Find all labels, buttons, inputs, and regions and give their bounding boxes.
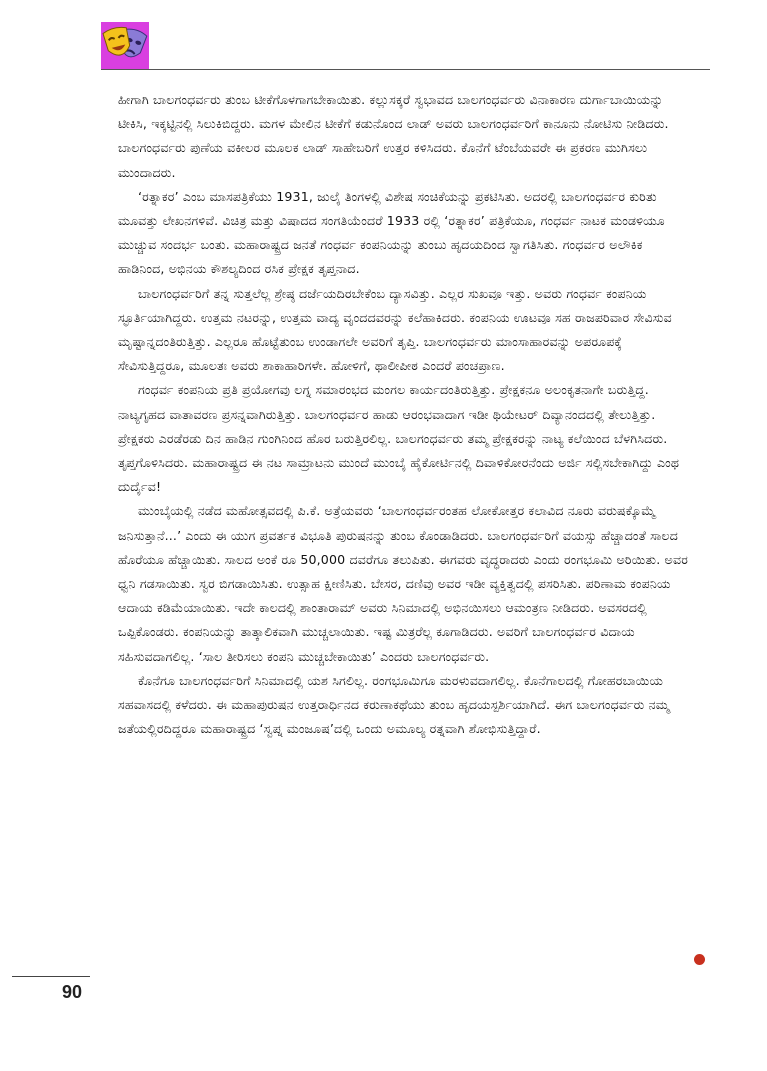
paragraph: ಬಾಲಗಂಧರ್ವರಿಗೆ ತನ್ನ ಸುತ್ತಲೆಲ್ಲ ಶ್ರೇಷ್ಠ ದರ್ಜೆಯದಿರಬೇಕೆಂಬ ದ್ಯಾಸವಿತ್ತು. ಎಲ್ಲರ ಸುಖವೂ ಇತ್ತು. ಅವರು ಗಂಧರ್ವ ಕಂಪನಿಯ ಸ್ಫೂರ್ತಿಯಾಗಿದ್ದರು. ಉತ್ತಮ ನಟರನ್ನು, ಉತ್ತಮ ವಾದ್ಯ ವೃಂದದವರನ್ನು ಕಲೆಹಾಕಿದರು. ಕಂಪನಿಯ ಊಟವೂ ಸಹ ರಾಜಪರಿವಾರ ಸೇವಿಸುವ ಮೃಷ್ಟಾನ್ನದಂತಿರುತ್ತಿತ್ತು. ಎಲ್ಲರೂ ಹೊಟ್ಟೆತುಂಬ ಉಂಡಾಗಲೇ ಅವರಿಗೆ ತೃಪ್ತಿ. ಬಾಲಗಂಧರ್ವರು ಮಾಂಸಾಹಾರವನ್ನು ಅಪರೂಪಕ್ಕೆ ಸೇವಿಸುತ್ತಿದ್ದರೂ, ಮೂಲತಃ ಅವರು ಶಾಕಾಹಾರಿಗಳೇ. ಹೋಳಿಗೆ, ಥಾಲೀಪೀಠ ಎಂದರೆ ಪಂಚಪ್ರಾಣ. (118, 285, 672, 374)
paragraph: ಹೀಗಾಗಿ ಬಾಲಗಂಧರ್ವರು ತುಂಬ ಟೀಕೆಗೊಳಗಾಗಬೇಕಾಯಿತು. ಕಲ್ಲುಸಕ್ಕರೆ ಸ್ವಭಾವದ ಬಾಲಗಂಧರ್ವರು ವಿನಾಕಾರಣ ದುರ್ಗಾಬಾಯಿಯನ್ನು ಟೀಕಿಸಿ, ಇಕ್ಕಟ್ಟಿನಲ್ಲಿ ಸಿಲುಕಿಬಿದ್ದರು. ಮಗಳ ಮೇಲಿನ ಟೀಕೆಗೆ ಕಡುನೊಂದ ಲಾಡ್ ಅವರು ಬಾಲಗಂಧರ್ವರಿಗೆ ಕಾನೂನು ನೋಟಿಸು ನೀಡಿದರು. ಬಾಲಗಂಧರ್ವರು ಪುಣೆಯ ವಕೀಲರ ಮೂಲಕ ಲಾಡ್ ಸಾಹೇಬರಿಗೆ ಉತ್ತರ ಕಳಿಸಿದರು. ಕೊನೆಗೆ ಟೆಂಬೆಯವರೇ ಈ ಪ್ರಕರಣ ಮುಗಿಸಲು ಮುಂದಾದರು. (118, 92, 669, 180)
paragraph: ಕೊನೆಗೂ ಬಾಲಗಂಧರ್ವರಿಗೆ ಸಿನಿಮಾದಲ್ಲಿ ಯಶ ಸಿಗಲಿಲ್ಲ. ರಂಗಭೂಮಿಗೂ ಮರಳುವದಾಗಲಿಲ್ಲ. ಕೊನೆಗಾಲದಲ್ಲಿ ಗೋಹರಬಾಯಿಯ ಸಹವಾಸದಲ್ಲಿ ಕಳೆದರು. ಈ ಮಹಾಪುರುಷನ ಉತ್ತರಾರ್ಧಿನದ ಕರುಣಾಕಥೆಯು ತುಂಬ ಹೃದಯಸ್ಪರ್ಶಿಯಾಗಿದೆ. ಈಗ ಬಾಲಗಂಧರ್ವರು ನಮ್ಮ ಜತೆಯಲ್ಲಿರದಿದ್ದರೂ ಮಹಾರಾಷ್ಟ್ರದ ‘ಸ್ವಪ್ನ ಮಂಜೂಷ’ದಲ್ಲಿ ಒಂದು ಅಮೂಲ್ಯ ರತ್ನವಾಗಿ ಶೋಭಿಸುತ್ತಿದ್ದಾರೆ. (118, 672, 670, 737)
page-number: 90 (62, 982, 83, 1002)
theatre-masks-icon (101, 22, 149, 70)
paragraph: ಮುಂಬೈಯಲ್ಲಿ ನಡೆದ ಮಹೋತ್ಸವದಲ್ಲಿ ಪಿ.ಕೆ. ಅತ್ರೆಯವರು ‘ಬಾಲಗಂಧರ್ವರಂತಹ ಲೋಕೋತ್ತರ ಕಲಾವಿದ ನೂರು ವರುಷಕ್ಕೊಮ್ಮೆ ಜನಿಸುತ್ತಾನೆ...’ ಎಂದು ಈ ಯುಗ ಪ್ರವರ್ತಕ ವಿಭೂತಿ ಪುರುಷನನ್ನು ತುಂಬ ಕೊಂಡಾಡಿದರು. ಬಾಲಗಂಧರ್ವರಿಗೆ ವಯಸ್ಸು ಹೆಚ್ಚಾದಂತೆ ಸಾಲದ ಹೊರೆಯೂ ಹೆಚ್ಚಾಯಿತು. ಸಾಲದ ಅಂಕೆ ರೂ 50,000 ದವರೆಗೂ ತಲುಪಿತು. ಈಗವರು ವೃದ್ಧರಾದರು ಎಂದು ರಂಗಭೂಮಿ ಅರಿಯಿತು. ಅವರ ಧ್ವನಿ ಗಡಸಾಯಿತು. ಸ್ವರ ಬಿಗಡಾಯಿಸಿತು. ಉತ್ಸಾಹ ಕ್ಷೀಣಿಸಿತು. ಬೇಸರ, ದಣಿವು ಅವರ ಇಡೀ ವ್ಯಕ್ತಿತ್ವದಲ್ಲಿ ಪಸರಿಸಿತು. ಪರಿಣಾಮ ಕಂಪನಿಯ ಆದಾಯ ಕಡಿಮೆಯಾಯಿತು. ಇದೇ ಕಾಲದಲ್ಲಿ ಶಾಂತಾರಾಮ್ ಅವರು ಸಿನಿಮಾದಲ್ಲಿ ಅಭಿನಯಿಸಲು ಆಮಂತ್ರಣ ನೀಡಿದರು. ಅವಸರದಲ್ಲಿ ಒಪ್ಪಿಕೊಂಡರು. ಕಂಪನಿಯನ್ನು ತಾತ್ಕಾಲಿಕವಾಗಿ ಮುಚ್ಚಲಾಯಿತು. ಇಷ್ಟ ಮಿತ್ರರೆಲ್ಲ ಕೂಗಾಡಿದರು. ಅವರಿಗೆ ಬಾಲಗಂಧರ್ವರ ವಿದಾಯ ಸಹಿಸುವದಾಗಲಿಲ್ಲ. ‘ಸಾಲ ತೀರಿಸಲು ಕಂಪನಿ ಮುಚ್ಚಬೇಕಾಯಿತು’ ಎಂದರು ಬಾಲಗಂಧರ್ವರು. (118, 503, 689, 664)
paragraph: ‘ರತ್ನಾಕರ’ ಎಂಬ ಮಾಸಪತ್ರಿಕೆಯು 1931, ಜುಲೈ ತಿಂಗಳಲ್ಲಿ ವಿಶೇಷ ಸಂಚಿಕೆಯನ್ನು ಪ್ರಕಟಿಸಿತು. ಅದರಲ್ಲಿ ಬಾಲಗಂಧರ್ವರ ಕುರಿತು ಮೂವತ್ತು ಲೇಖನಗಳಿವೆ. ವಿಚಿತ್ರ ಮತ್ತು ವಿಷಾದದ ಸಂಗತಿಯೆಂದರೆ 1933 ರಲ್ಲಿ ‘ರತ್ನಾಕರ’ ಪತ್ರಿಕೆಯೂ, ಗಂಧರ್ವ ನಾಟಕ ಮಂಡಳಿಯೂ ಮುಚ್ಚುವ ಸಂದರ್ಭ ಬಂತು. ಮಹಾರಾಷ್ಟ್ರದ ಜನತೆ ಗಂಧರ್ವ ಕಂಪನಿಯನ್ನು ತುಂಬು ಹೃದಯದಿಂದ ಸ್ವಾಗತಿಸಿತು. ಗಂಧರ್ವರ ಅಲೌಕಿಕ ಹಾಡಿನಿಂದ, ಅಭಿನಯ ಕೌಶಲ್ಯದಿಂದ ರಸಿಕ ಪ್ರೇಕ್ಷಕ ತೃಪ್ತನಾದ. (118, 188, 665, 277)
paragraph: ಗಂಧರ್ವ ಕಂಪನಿಯ ಪ್ರತಿ ಪ್ರಯೋಗವು ಲಗ್ನ ಸಮಾರಂಭದ ಮಂಗಲ ಕಾರ್ಯದಂತಿರುತ್ತಿತ್ತು. ಪ್ರೇಕ್ಷಕನೂ ಅಲಂಕೃತನಾಗೇ ಬರುತ್ತಿದ್ದ. ನಾಟ್ಯಗೃಹದ ವಾತಾವರಣ ಪ್ರಸನ್ನವಾಗಿರುತ್ತಿತ್ತು. ಬಾಲಗಂಧರ್ವರ ಹಾಡು ಆರಂಭವಾದಾಗ ಇಡೀ ಥಿಯೇಟರ್ ದಿವ್ಯಾನಂದದಲ್ಲಿ ತೇಲುತ್ತಿತ್ತು. ಪ್ರೇಕ್ಷಕರು ಎರಡೆರಡು ದಿನ ಹಾಡಿನ ಗುಂಗಿನಿಂದ ಹೊರ ಬರುತ್ತಿರಲಿಲ್ಲ. ಬಾಲಗಂಧರ್ವರು ತಮ್ಮ ಪ್ರೇಕ್ಷಕರನ್ನು ನಾಟ್ಯ ಕಲೆಯಿಂದ ಬೆಳಗಿಸಿದರು. ತೃಪ್ತಗೊಳಿಸಿದರು. ಮಹಾರಾಷ್ಟ್ರದ ಈ ನಟ ಸಾಮ್ರಾಟನು ಮುಂದೆ ಮುಂಬೈ ಹೈಕೋರ್ಟಿನಲ್ಲಿ ದಿವಾಳಿಕೋರನೆಂದು ಅರ್ಜಿ ಸಲ್ಲಿಸಬೇಕಾಗಿದ್ದು ಎಂಥ ದುರ್ದೈವ! (118, 382, 680, 495)
article-body (118, 88, 690, 741)
footer-rule (12, 976, 90, 977)
header-rule (101, 69, 710, 70)
end-dot-icon (694, 954, 705, 965)
